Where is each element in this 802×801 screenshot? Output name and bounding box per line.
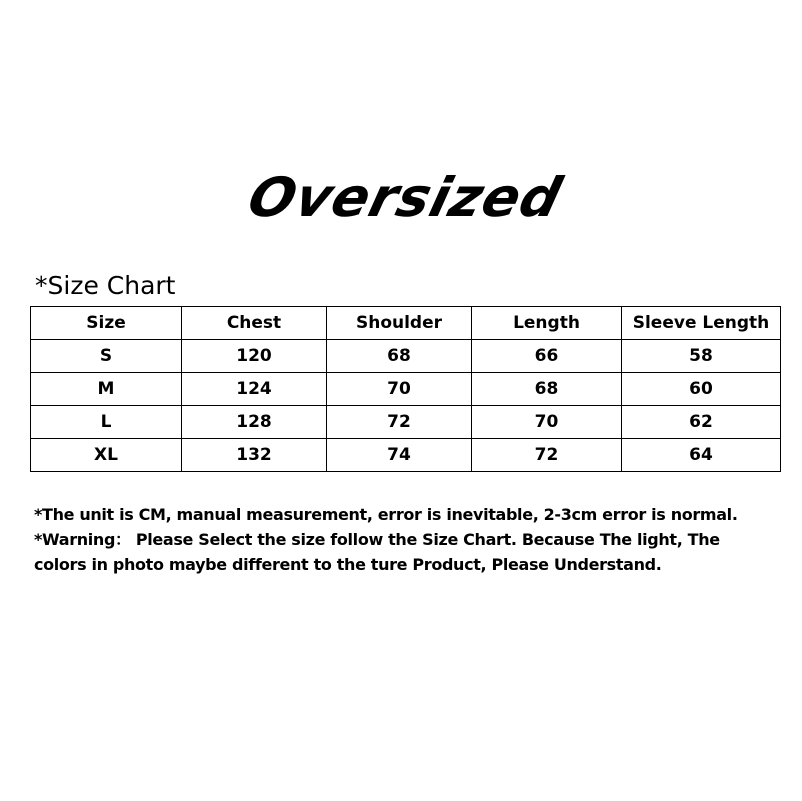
cell-size: XL	[31, 439, 182, 472]
table-row	[31, 439, 781, 472]
note-unit: *The unit is CM, manual measurement, error is inevitable, 2-3cm error is normal.	[34, 505, 738, 524]
note-warning: *Warning： Please Select the size follow the Size Chart. Because The light, The	[34, 530, 720, 549]
table-row	[31, 340, 781, 373]
header-length: Length	[472, 307, 622, 340]
cell-shoulder: 72	[327, 406, 472, 439]
cell-shoulder: 70	[327, 373, 472, 406]
cell-size: L	[31, 406, 182, 439]
cell-chest: 128	[182, 406, 327, 439]
brand-title: Oversized	[241, 166, 569, 229]
cell-chest: 124	[182, 373, 327, 406]
header-size: Size	[31, 307, 182, 340]
cell-size: S	[31, 340, 182, 373]
note-warning-continued: colors in photo maybe different to the ture Product, Please Understand.	[34, 555, 662, 574]
notes	[34, 502, 794, 577]
table-row	[31, 373, 781, 406]
size-chart-table	[30, 306, 781, 472]
header-sleeve-length: Sleeve Length	[622, 307, 781, 340]
cell-shoulder: 68	[327, 340, 472, 373]
cell-length: 66	[472, 340, 622, 373]
cell-chest: 120	[182, 340, 327, 373]
cell-sleeve-length: 60	[622, 373, 781, 406]
header-chest: Chest	[182, 307, 327, 340]
cell-shoulder: 74	[327, 439, 472, 472]
table-row	[31, 406, 781, 439]
size-chart-heading: *Size Chart	[35, 271, 176, 300]
header-shoulder: Shoulder	[327, 307, 472, 340]
cell-sleeve-length: 62	[622, 406, 781, 439]
cell-length: 68	[472, 373, 622, 406]
cell-sleeve-length: 64	[622, 439, 781, 472]
cell-sleeve-length: 58	[622, 340, 781, 373]
cell-size: M	[31, 373, 182, 406]
cell-length: 70	[472, 406, 622, 439]
table-header-row	[31, 307, 781, 340]
cell-length: 72	[472, 439, 622, 472]
cell-chest: 132	[182, 439, 327, 472]
